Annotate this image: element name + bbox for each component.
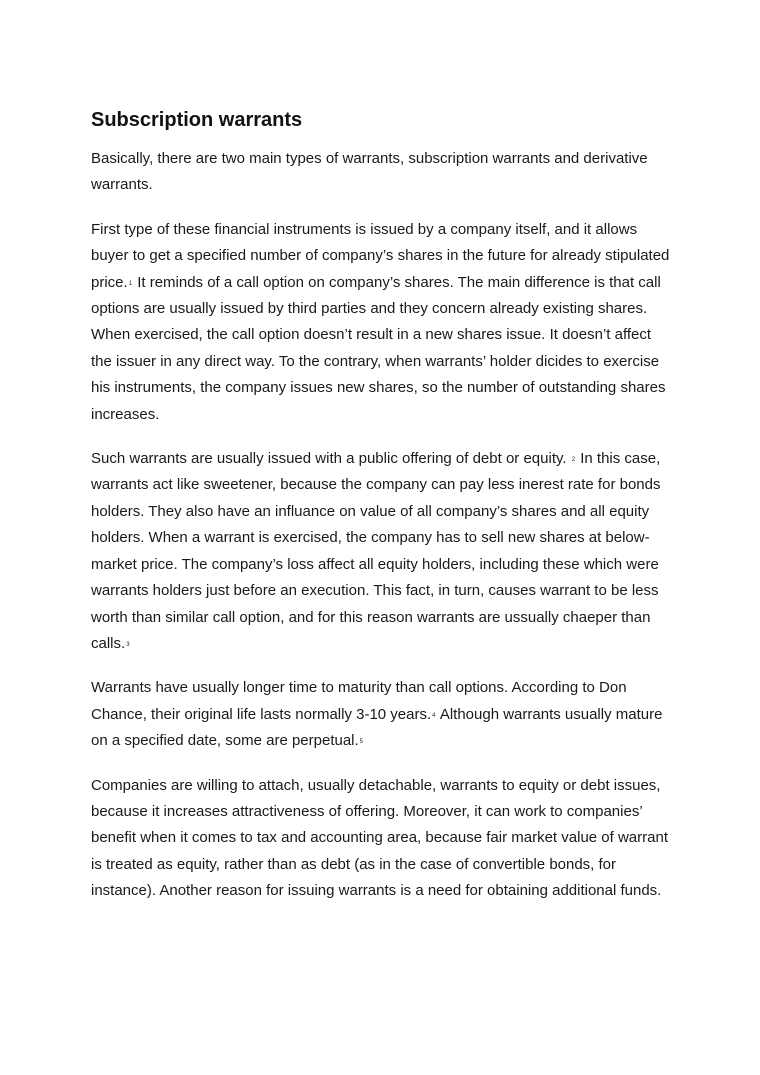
paragraph-text: In this case, warrants act like sweetener, because the company can pay less inerest rate for bonds holders. They also have an influance on value of all company’s shares and all equity holders. When a warrant is exercised, the company has to sell new shares at below-market price. The company’s loss affect all equity holders, including these which were warrants holders just before an execution. This fact, in turn, causes warrant to be less worth than similar call option, and for this reason warrants are ussually chaeper than calls. <box>91 450 661 652</box>
paragraph-list <box>91 146 671 905</box>
paragraph <box>91 675 671 754</box>
footnote-marker[interactable]: 4 <box>432 712 436 719</box>
paragraph <box>91 146 671 199</box>
paragraph <box>91 446 671 657</box>
footnote-marker[interactable]: 5 <box>359 739 364 746</box>
footnote-marker[interactable]: 1 <box>128 280 133 287</box>
paragraph-text: Although warrants usually mature on a specified date, some are perpetual. <box>91 705 663 750</box>
page-title: Subscription warrants <box>91 109 303 131</box>
paragraph-text: First type of these financial instruments is issued by a company itself, and it allows buyer to get a specified number of company’s shares in the future for already stipulated price. <box>91 220 670 291</box>
paragraph-text: Warrants have usually longer time to maturity than call options. According to Don Chance, their original life lasts normally 3-10 years. <box>91 679 627 723</box>
paragraph <box>91 773 671 905</box>
paragraph-text: Companies are willing to attach, usually detachable, warrants to equity or debt issues, because it increases attractiveness of offering. Moreover, it can work to companies’ benefit when it comes to tax and accounting area, because fair market value of warrant is treated as equity, rather than as debt (as in the case of convertible bonds, for instance). Another reason for issuing warrants is a need for obtaining additional funds. <box>91 776 668 900</box>
footnote-marker[interactable]: 2 <box>571 457 576 464</box>
paragraph-text: Basically, there are two main types of warrants, subscription warrants and derivative warrants. <box>91 150 648 194</box>
paragraph <box>91 217 671 428</box>
footnote-marker[interactable]: 3 <box>126 641 130 648</box>
document-body <box>91 108 671 923</box>
paragraph-text: It reminds of a call option on company’s shares. The main difference is that call options are usually issued by third parties and they concern already existing shares. When exercised, the call option doesn’t result in a new shares issue. It doesn’t affect the issuer in any direct way. To the contrary, when warrants’ holder dicides to exercise his instruments, the company issues new shares, so the number of outstanding shares increases. <box>91 273 666 423</box>
paragraph-text: Such warrants are usually issued with a public offering of debt or equity. <box>91 450 571 468</box>
